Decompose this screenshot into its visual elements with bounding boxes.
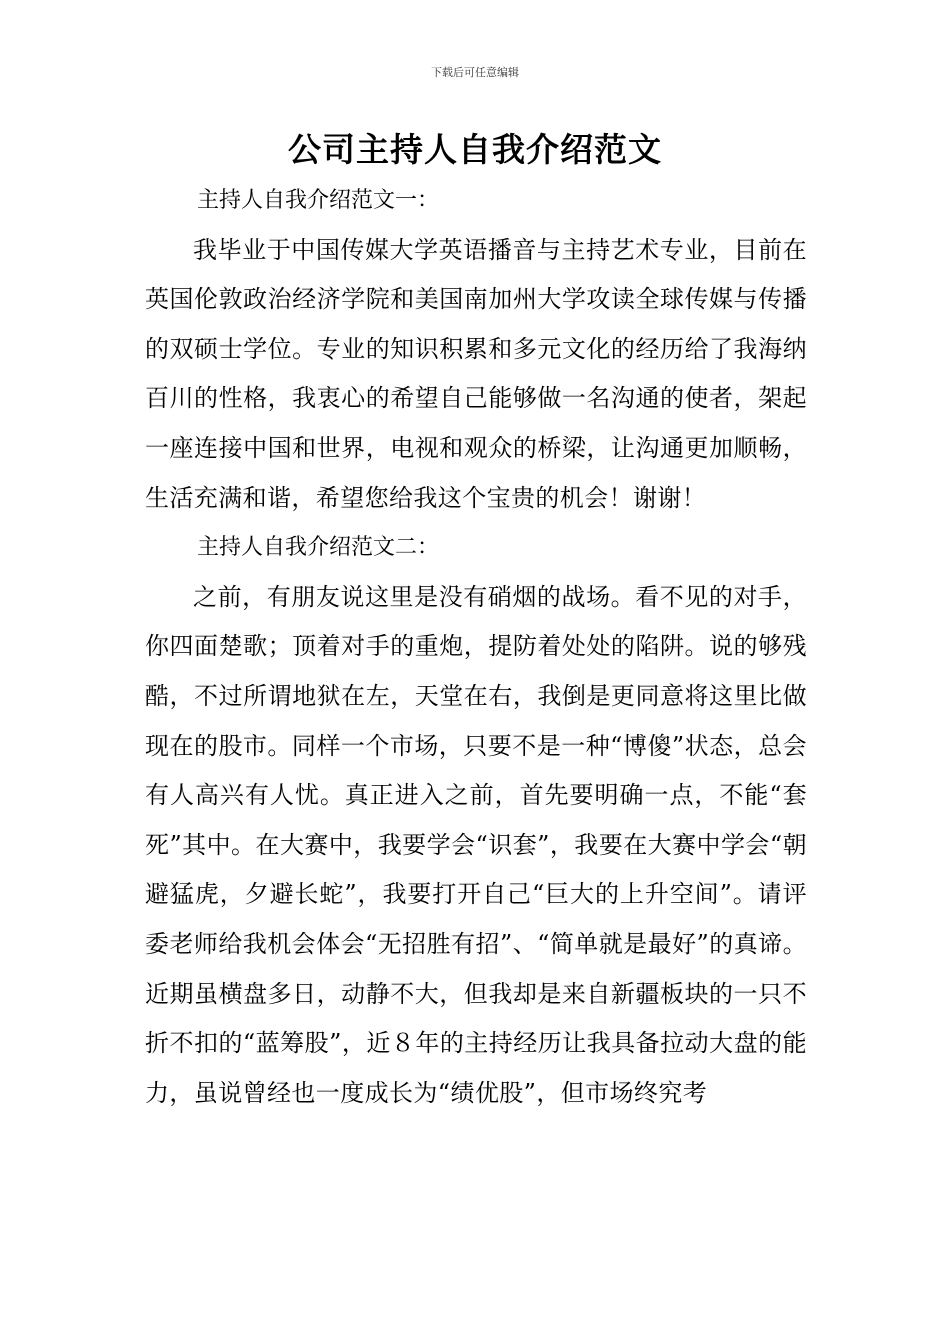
document-title: 公司主持人自我介绍范文 — [288, 130, 662, 169]
section-paragraph-2: 之前，有朋友说这里是没有硝烟的战场。看不见的对手，你四面楚歌；顶着对手的重炮，提防着处处的陷阱。说的够残酷，不过所谓地狱在左，天堂在右，我倒是更同意将这里比做现在的股市。同样一个市场，只要不是一种“博傻”状态，总会有人高兴有人忧。真正进入之前，首先要明确一点，不能“套死”其中。在大赛中，我要学会“识套”，我要在大赛中学会“朝避猛虎，夕避长蛇”，我要打开自己“巨大的上升空间”。请评委老师给我机会体会“无招胜有招”、“简单就是最好”的真谛。近期虽横盘多日，动静不大，但我却是来自新疆板块的一只不折不扣的“蓝筹股”，近８年的主持经历让我具备拉动大盘的能力，虽说曾经也一度成长为“绩优股”，但市场终究考 — [145, 582, 807, 1107]
document-body — [145, 176, 807, 1118]
section-paragraph-1: 我毕业于中国传媒大学英语播音与主持艺术专业，目前在英国伦敦政治经济学院和美国南加州大学攻读全球传媒与传播的双硕士学位。专业的知识积累和多元文化的经历给了我海纳百川的性格，我衷心的希望自己能够做一名沟通的使者，架起一座连接中国和世界，电视和观众的桥梁，让沟通更加顺畅，生活充满和谐，希望您给我这个宝贵的机会！谢谢！ — [145, 235, 807, 512]
header-note: 下载后可任意编辑 — [431, 66, 519, 79]
section-heading-2: 主持人自我介绍范文二： — [197, 535, 440, 561]
section-heading-1: 主持人自我介绍范文一： — [197, 188, 440, 213]
